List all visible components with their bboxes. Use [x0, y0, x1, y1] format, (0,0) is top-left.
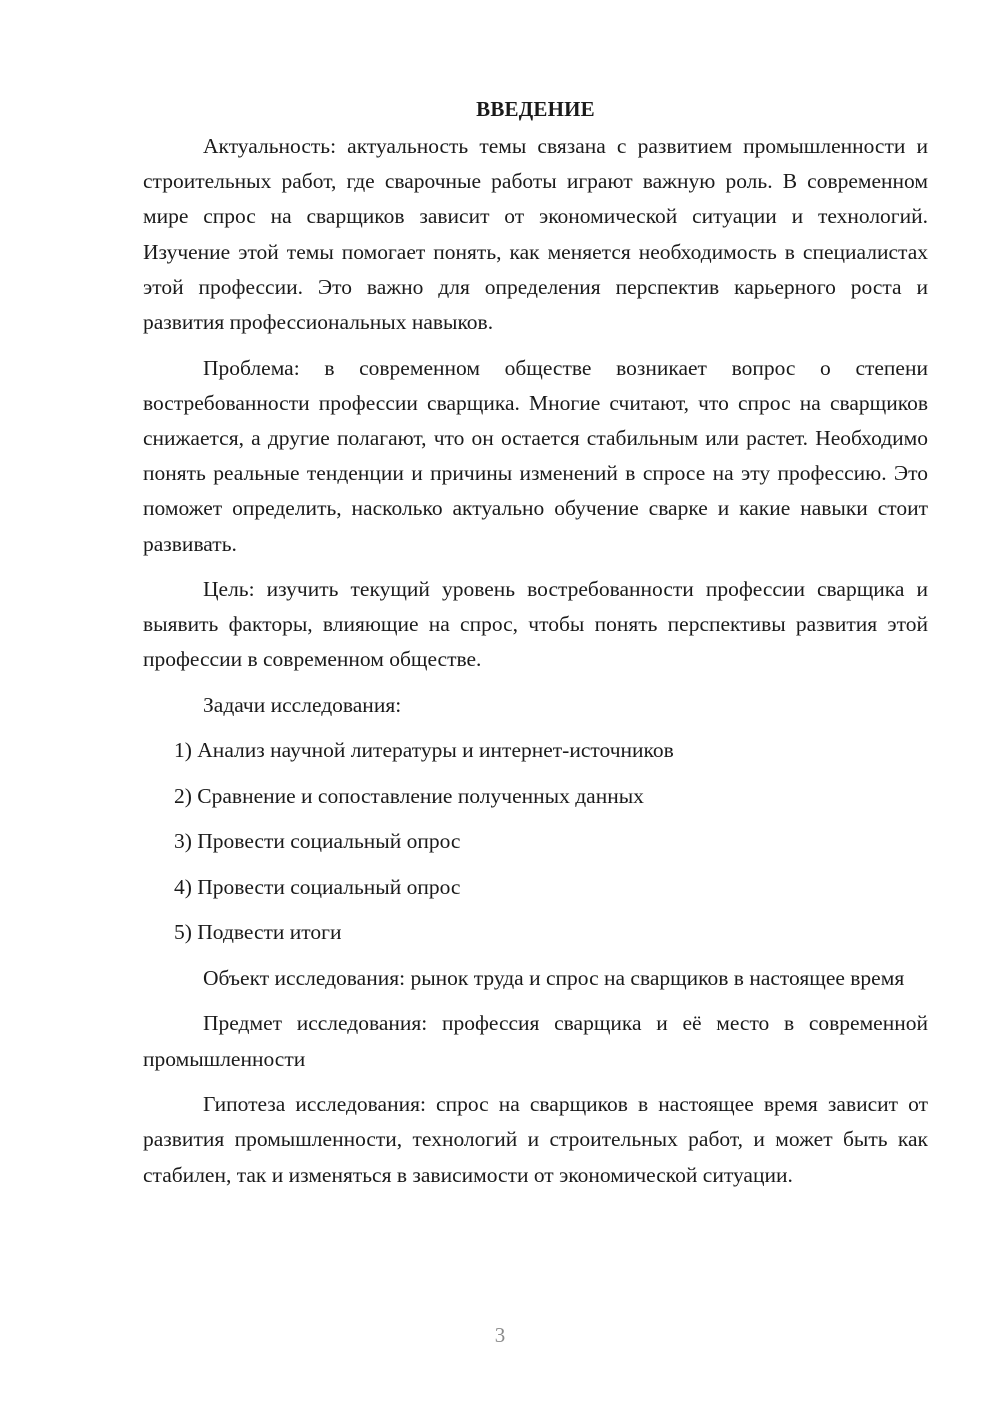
page-number: 3: [494, 1323, 506, 1347]
page-title: ВВЕДЕНИЕ: [476, 97, 595, 121]
paragraph-goal: Цель: изучить текущий уровень востребованности профессии сварщика и выявить факторы, влияющие на спрос, чтобы понять перспективы развития этой профессии в современном обществе.: [143, 577, 928, 672]
task-list: [143, 733, 928, 950]
paragraph-hypothesis: Гипотеза исследования: спрос на сварщиков в настоящее время зависит от развития промышленности, технологий и строительных работ, и может быть как стабилен, так и изменяться в зависимости от экономической ситуации.: [143, 1092, 928, 1187]
list-item: 1) Анализ научной литературы и интернет-источников: [174, 738, 674, 763]
list-item: 2) Сравнение и сопоставление полученных данных: [174, 783, 644, 808]
list-item: 4) Провести социальный опрос: [174, 874, 461, 899]
paragraph-tasks-heading: Задачи исследования:: [203, 692, 402, 717]
paragraph-object: Объект исследования: рынок труда и спрос на сварщиков в настоящее время: [203, 965, 905, 990]
list-item: 5) Подвести итоги: [174, 920, 342, 945]
paragraph-relevance: Актуальность: актуальность темы связана с развитием промышленности и строительных работ, где сварочные работы играют важную роль. В современном мире спрос на сварщиков зависит от экономической ситуации и технологий. Изучение этой темы помогает понять, как меняется необходимость в специалистах этой профессии. Это важно для определения перспектив карьерного роста и развития профессиональных навыков.: [143, 134, 928, 335]
paragraph-subject: Предмет исследования: профессия сварщика и её место в современной промышленности: [143, 1011, 928, 1071]
document-page: [143, 92, 928, 1203]
paragraph-problem: Проблема: в современном обществе возникает вопрос о степени востребованности профессии сварщика. Многие считают, что спрос на сварщиков снижается, а другие полагают, что он остается стабильным или растет. Необходимо понять реальные тенденции и причины изменений в спросе на эту профессию. Это поможет определить, насколько актуально обучение сварке и какие навыки стоит развивать.: [143, 355, 928, 556]
list-item: 3) Провести социальный опрос: [174, 829, 461, 854]
